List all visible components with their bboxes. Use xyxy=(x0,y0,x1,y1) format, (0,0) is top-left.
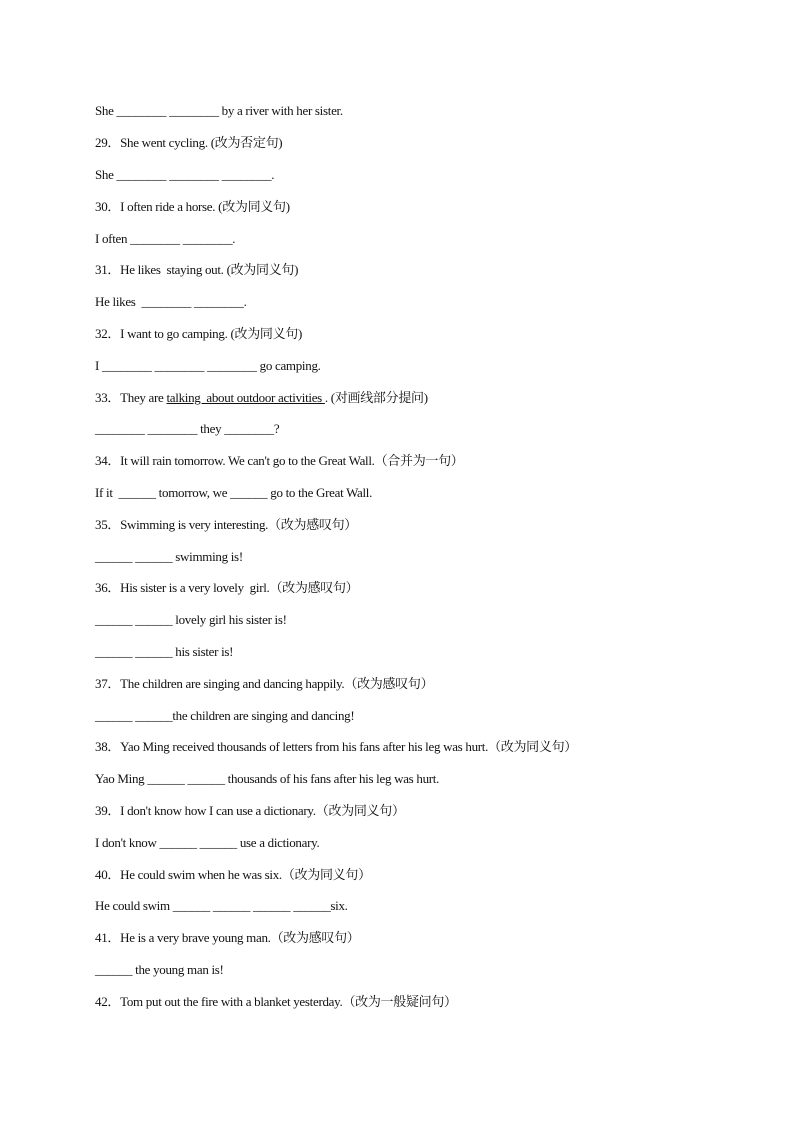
exercise-answer-line-38: Yao Ming ______ ______ thousands of his fans after his leg was hurt. xyxy=(95,771,440,786)
question-33-suffix: . (对画线部分提问) xyxy=(324,390,428,405)
exercise-answer-line-33: ________ ________ they ________? xyxy=(95,421,280,436)
exercise-question-33 xyxy=(95,390,428,406)
question-33-prefix: 33．They are xyxy=(95,390,167,405)
exercise-question-36: 36．His sister is a very lovely girl.（改为感叹句） xyxy=(95,580,359,595)
exercise-question-37: 37．The children are singing and dancing happily.（改为感叹句） xyxy=(95,676,434,691)
exercise-answer-line-37: ______ ______the children are singing and dancing! xyxy=(95,708,355,723)
exercise-answer-line-39: I don't know ______ ______ use a dictionary. xyxy=(95,835,320,850)
exercise-answer-line-36b: ______ ______ his sister is! xyxy=(95,644,234,659)
exercise-answer-line-29: She ________ ________ ________. xyxy=(95,167,275,182)
exercise-question-40: 40．He could swim when he was six.（改为同义句） xyxy=(95,867,371,882)
exercise-question-35: 35．Swimming is very interesting.（改为感叹句） xyxy=(95,517,358,532)
exercise-answer-line-32: I ________ ________ ________ go camping. xyxy=(95,358,321,373)
exercise-question-30: 30．I often ride a horse. (改为同义句) xyxy=(95,199,290,214)
exercise-answer-line-36a: ______ ______ lovely girl his sister is! xyxy=(95,612,287,627)
exercise-question-39: 39．I don't know how I can use a dictionary.（改为同义句） xyxy=(95,803,405,818)
exercise-question-32: 32．I want to go camping. (改为同义句) xyxy=(95,326,303,341)
exercise-question-34: 34．It will rain tomorrow. We can't go to the Great Wall.（合并为一句） xyxy=(95,453,464,468)
exercise-question-41: 41．He is a very brave young man.（改为感叹句） xyxy=(95,930,360,945)
exercise-answer-line-31: He likes ________ ________. xyxy=(95,294,247,309)
exercise-question-42: 42．Tom put out the fire with a blanket yesterday.（改为一般疑问句） xyxy=(95,994,457,1009)
exercise-answer-line-41: ______ the young man is! xyxy=(95,962,224,977)
underlined-phrase: talking about outdoor activities xyxy=(166,390,325,405)
exercise-question-29: 29．She went cycling. (改为否定句) xyxy=(95,135,283,150)
exercise-answer-line-30: I often ________ ________. xyxy=(95,231,236,246)
exercise-question-38: 38．Yao Ming received thousands of letters from his fans after his leg was hurt.（改为同义句） xyxy=(95,739,577,754)
exercise-answer-line-40: He could swim ______ ______ ______ ______six. xyxy=(95,898,348,913)
exercise-question-31: 31．He likes staying out. (改为同义句) xyxy=(95,262,299,277)
exercise-answer-line-34: If it ______ tomorrow, we ______ go to the Great Wall. xyxy=(95,485,373,500)
exercise-answer-line-35: ______ ______ swimming is! xyxy=(95,549,243,564)
exercise-answer-line-28: She ________ ________ by a river with her sister. xyxy=(95,103,343,118)
